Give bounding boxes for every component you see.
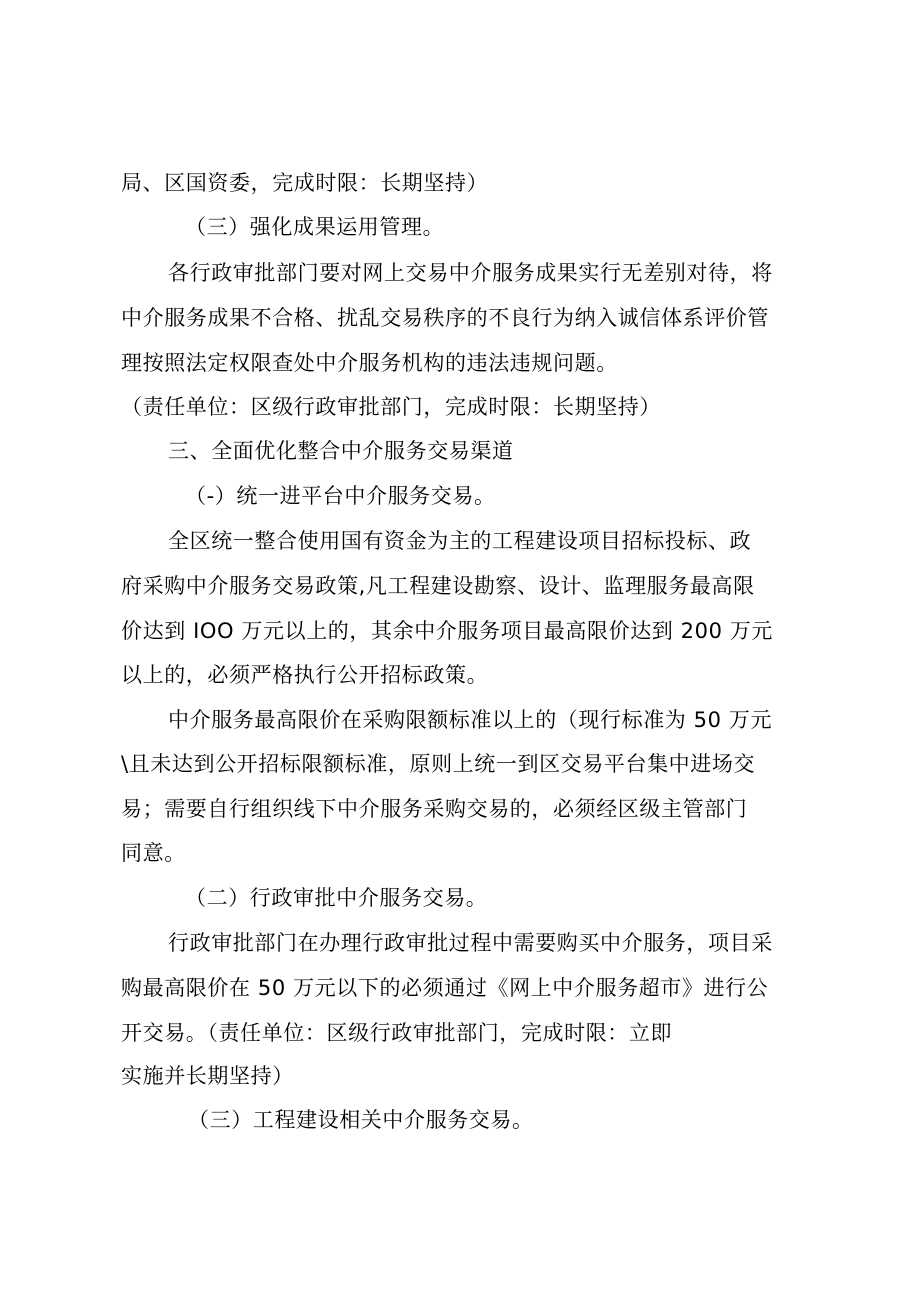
chapter-heading: 三、全面优化整合中介服务交易渠道 xyxy=(168,439,514,463)
text-line: 以上的，必须严格执行公开招标政策。 xyxy=(121,663,489,687)
text-line: 全区统一整合使用国有资金为主的工程建设项目招标投标、政 xyxy=(168,529,752,553)
section-heading: （二）行政审批中介服务交易。 xyxy=(185,886,488,910)
section-heading: （-）统一进平台中介服务交易。 xyxy=(185,484,496,508)
text-line: 理按照法定权限查处中介服务机构的违法违规问题。 xyxy=(121,351,618,375)
text-line: 行政审批部门在办理行政审批过程中需要购买中介服务，项目采 xyxy=(168,931,773,955)
text-line: 各行政审批部门要对网上交易中介服务成果实行无差别对待，将 xyxy=(168,261,773,285)
text-line: （责任单位：区级行政审批部门，完成时限：长期坚持） xyxy=(121,395,661,419)
text-line: 价达到 IOO 万元以上的，其余中介服务项目最高限价达到 200 万元 xyxy=(121,619,774,643)
text-line: 局、区国资委，完成时限：长期坚持） xyxy=(121,171,489,195)
text-line: 开交易。（责任单位：区级行政审批部门，完成时限：立即 xyxy=(121,1021,673,1045)
text-line: \且未达到公开招标限额标准，原则上统一到区交易平台集中进场交 xyxy=(121,752,756,776)
text-line: 同意。 xyxy=(121,841,186,865)
text-line: 实施并长期坚持） xyxy=(121,1064,294,1088)
section-heading: （三）强化成果运用管理。 xyxy=(185,215,445,239)
text-line: 府采购中介服务交易政策,凡工程建设勘察、设计、监理服务最高限 xyxy=(121,574,755,598)
text-line: 中介服务成果不合格、扰乱交易秩序的不良行为纳入诚信体系评价管 xyxy=(121,306,769,330)
text-line: 购最高限价在 50 万元以下的必须通过《网上中介服务超市》进行公 xyxy=(121,976,769,1000)
text-line: 易；需要自行组织线下中介服务采购交易的，必须经区级主管部门 xyxy=(121,797,748,821)
section-heading: （三）工程建设相关中介服务交易。 xyxy=(188,1108,534,1132)
text-line: 中介服务最高限价在采购限额标准以上的（现行标准为 50 万元 xyxy=(168,708,773,732)
